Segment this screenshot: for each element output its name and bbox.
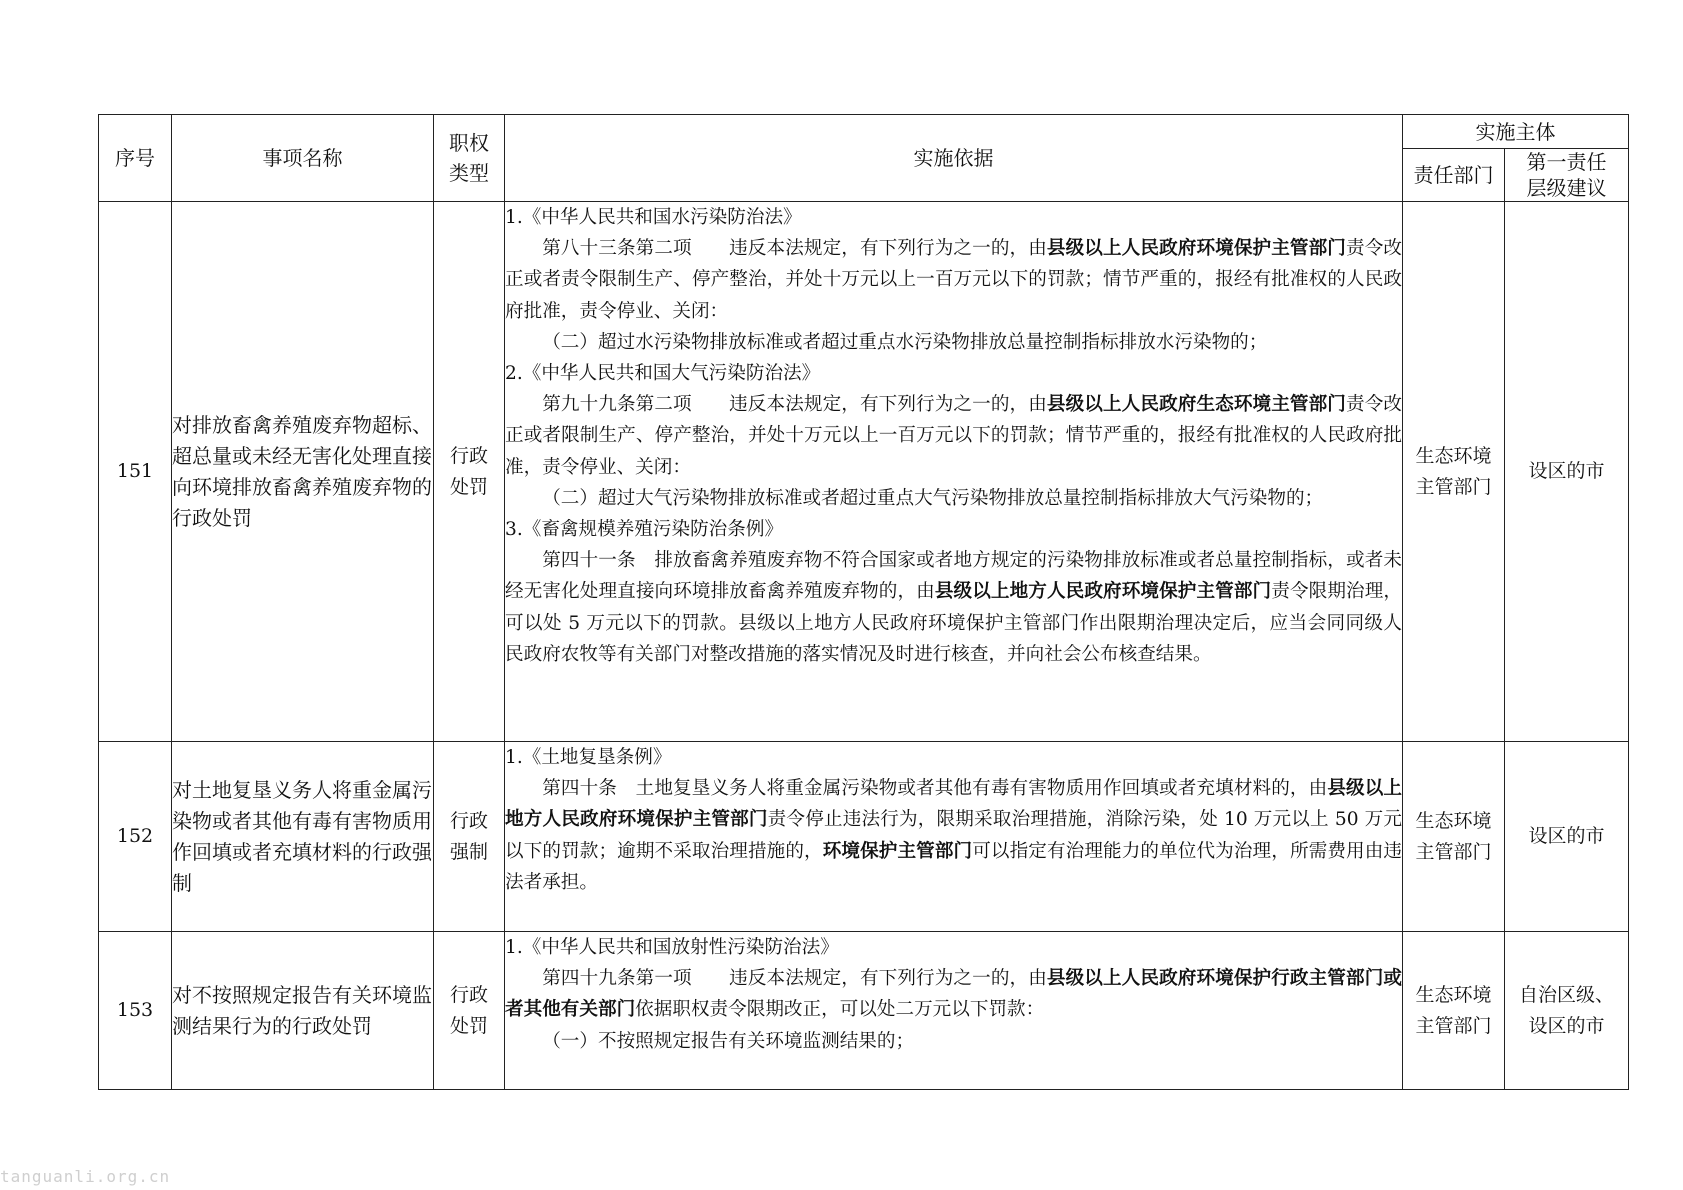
basis-paragraph (505, 327, 1402, 358)
header-basis: 实施依据 (505, 115, 1403, 202)
basis-text: （一）不按照规定报告有关环境监测结果的； (542, 1030, 915, 1052)
basis-text: 1.《中华人民共和国放射性污染防治法》 (505, 937, 839, 958)
row-authority-type: 行政处罚 (434, 932, 505, 1090)
basis-paragraph (505, 514, 1402, 545)
row-responsible-dept: 生态环境主管部门 (1403, 932, 1505, 1090)
basis-paragraph (505, 773, 1402, 898)
responsible-authority-text: 县级以上地方人民政府环境保护主管部门 (934, 581, 1272, 603)
basis-text: 可以指定有治理能力的单位代为治理，所需费用由违法者承担。 (505, 840, 1402, 893)
basis-text: 1.《中华人民共和国水污染防治法》 (505, 207, 802, 228)
basis-text: 第九十九条第二项 违反本法规定，有下列行为之一的，由 (542, 394, 1047, 416)
row-responsible-dept: 生态环境主管部门 (1403, 202, 1505, 742)
basis-text: 责令改正或者责令限制生产、停产整治，并处十万元以上一百万元以下的罚款；情节严重的，报经有批准权的人民政府批准，责令停业、关闭： (505, 238, 1402, 322)
basis-paragraph (505, 963, 1402, 1025)
basis-paragraph (505, 483, 1402, 514)
header-name: 事项名称 (172, 115, 434, 202)
header-type: 职权类型 (434, 115, 505, 202)
basis-text: 责令限期治理，可以处 5 万元以下的罚款。县级以上地方人民政府环境保护主管部门作出限期治理决定后，应当会同同级人民政府农牧等有关部门对整改措施的落实情况及时进行核查，并向社会公布核查结果。 (505, 581, 1402, 665)
responsible-authority-text: 县级以上人民政府环境保护主管部门 (1046, 238, 1346, 260)
header-subject: 实施主体 (1403, 115, 1629, 149)
row-responsible-dept: 生态环境主管部门 (1403, 742, 1505, 932)
basis-paragraph (505, 233, 1402, 327)
basis-text: 第四十一条 排放畜禽养殖废弃物不符合国家或者地方规定的污染物排放标准或者总量控制指标，或者未经无害化处理直接向环境排放畜禽养殖废弃物的，由 (505, 550, 1402, 603)
basis-text: 责令停止违法行为，限期采取治理措施，消除污染，处 10 万元以上 50 万元以下的罚款；逾期不采取治理措施的， (505, 809, 1402, 862)
row-legal-basis (505, 202, 1403, 742)
table-row (99, 932, 1629, 1090)
basis-paragraph (505, 389, 1402, 483)
basis-text: 1.《土地复垦条例》 (505, 747, 672, 768)
table-row (99, 742, 1629, 932)
row-legal-basis (505, 742, 1403, 932)
row-item-name: 对土地复垦义务人将重金属污染物或者其他有毒有害物质用作回填或者充填材料的行政强制 (172, 742, 434, 932)
basis-text: 依据职权责令限期改正，可以处二万元以下罚款： (635, 999, 1045, 1021)
basis-paragraph (505, 932, 1402, 963)
basis-text: （二）超过大气污染物排放标准或者超过重点大气污染物排放总量控制指标排放大气污染物的； (542, 487, 1324, 509)
basis-text: 3.《畜禽规模养殖污染防治条例》 (505, 519, 784, 541)
row-seq: 153 (99, 932, 172, 1090)
row-item-name: 对不按照规定报告有关环境监测结果行为的行政处罚 (172, 932, 434, 1090)
row-item-name: 对排放畜禽养殖废弃物超标、超总量或未经无害化处理直接向环境排放畜禽养殖废弃物的行政处罚 (172, 202, 434, 742)
basis-text: （二）超过水污染物排放标准或者超过重点水污染物排放总量控制指标排放水污染物的； (542, 331, 1268, 353)
basis-paragraph (505, 545, 1402, 670)
row-seq: 151 (99, 202, 172, 742)
responsible-authority-text: 环境保护主管部门 (822, 840, 973, 862)
responsible-authority-text: 县级以上人民政府环境保护行政主管部门或者其他有关部门 (505, 968, 1402, 1021)
header-seq: 序号 (99, 115, 172, 202)
header-dept: 责任部门 (1403, 149, 1505, 202)
responsible-authority-text: 县级以上人民政府生态环境主管部门 (1046, 394, 1346, 416)
enforcement-table (98, 114, 1629, 1090)
row-level-suggestion: 设区的市 (1505, 742, 1629, 932)
basis-text: 第四十九条第一项 违反本法规定，有下列行为之一的，由 (542, 968, 1047, 990)
basis-text: 2.《中华人民共和国大气污染防治法》 (505, 363, 821, 385)
basis-text: 第四十条 土地复垦义务人将重金属污染物或者其他有毒有害物质用作回填或者充填材料的，由 (542, 778, 1328, 800)
basis-text: 第八十三条第二项 违反本法规定，有下列行为之一的，由 (542, 238, 1047, 260)
basis-paragraph (505, 202, 1402, 233)
responsible-authority-text: 县级以上地方人民政府环境保护主管部门 (505, 778, 1402, 831)
table-row (99, 202, 1629, 742)
row-authority-type: 行政处罚 (434, 202, 505, 742)
row-level-suggestion: 自治区级、设区的市 (1505, 932, 1629, 1090)
row-level-suggestion: 设区的市 (1505, 202, 1629, 742)
row-seq: 152 (99, 742, 172, 932)
header-level: 第一责任层级建议 (1505, 149, 1629, 202)
basis-paragraph (505, 742, 1402, 773)
row-legal-basis (505, 932, 1403, 1090)
basis-paragraph (505, 1026, 1402, 1057)
watermark: tanguanli.org.cn (0, 1167, 171, 1186)
row-authority-type: 行政强制 (434, 742, 505, 932)
basis-paragraph (505, 358, 1402, 389)
basis-text: 责令改正或者限制生产、停产整治，并处十万元以上一百万元以下的罚款；情节严重的，报经有批准权的人民政府批准，责令停业、关闭： (505, 394, 1402, 478)
